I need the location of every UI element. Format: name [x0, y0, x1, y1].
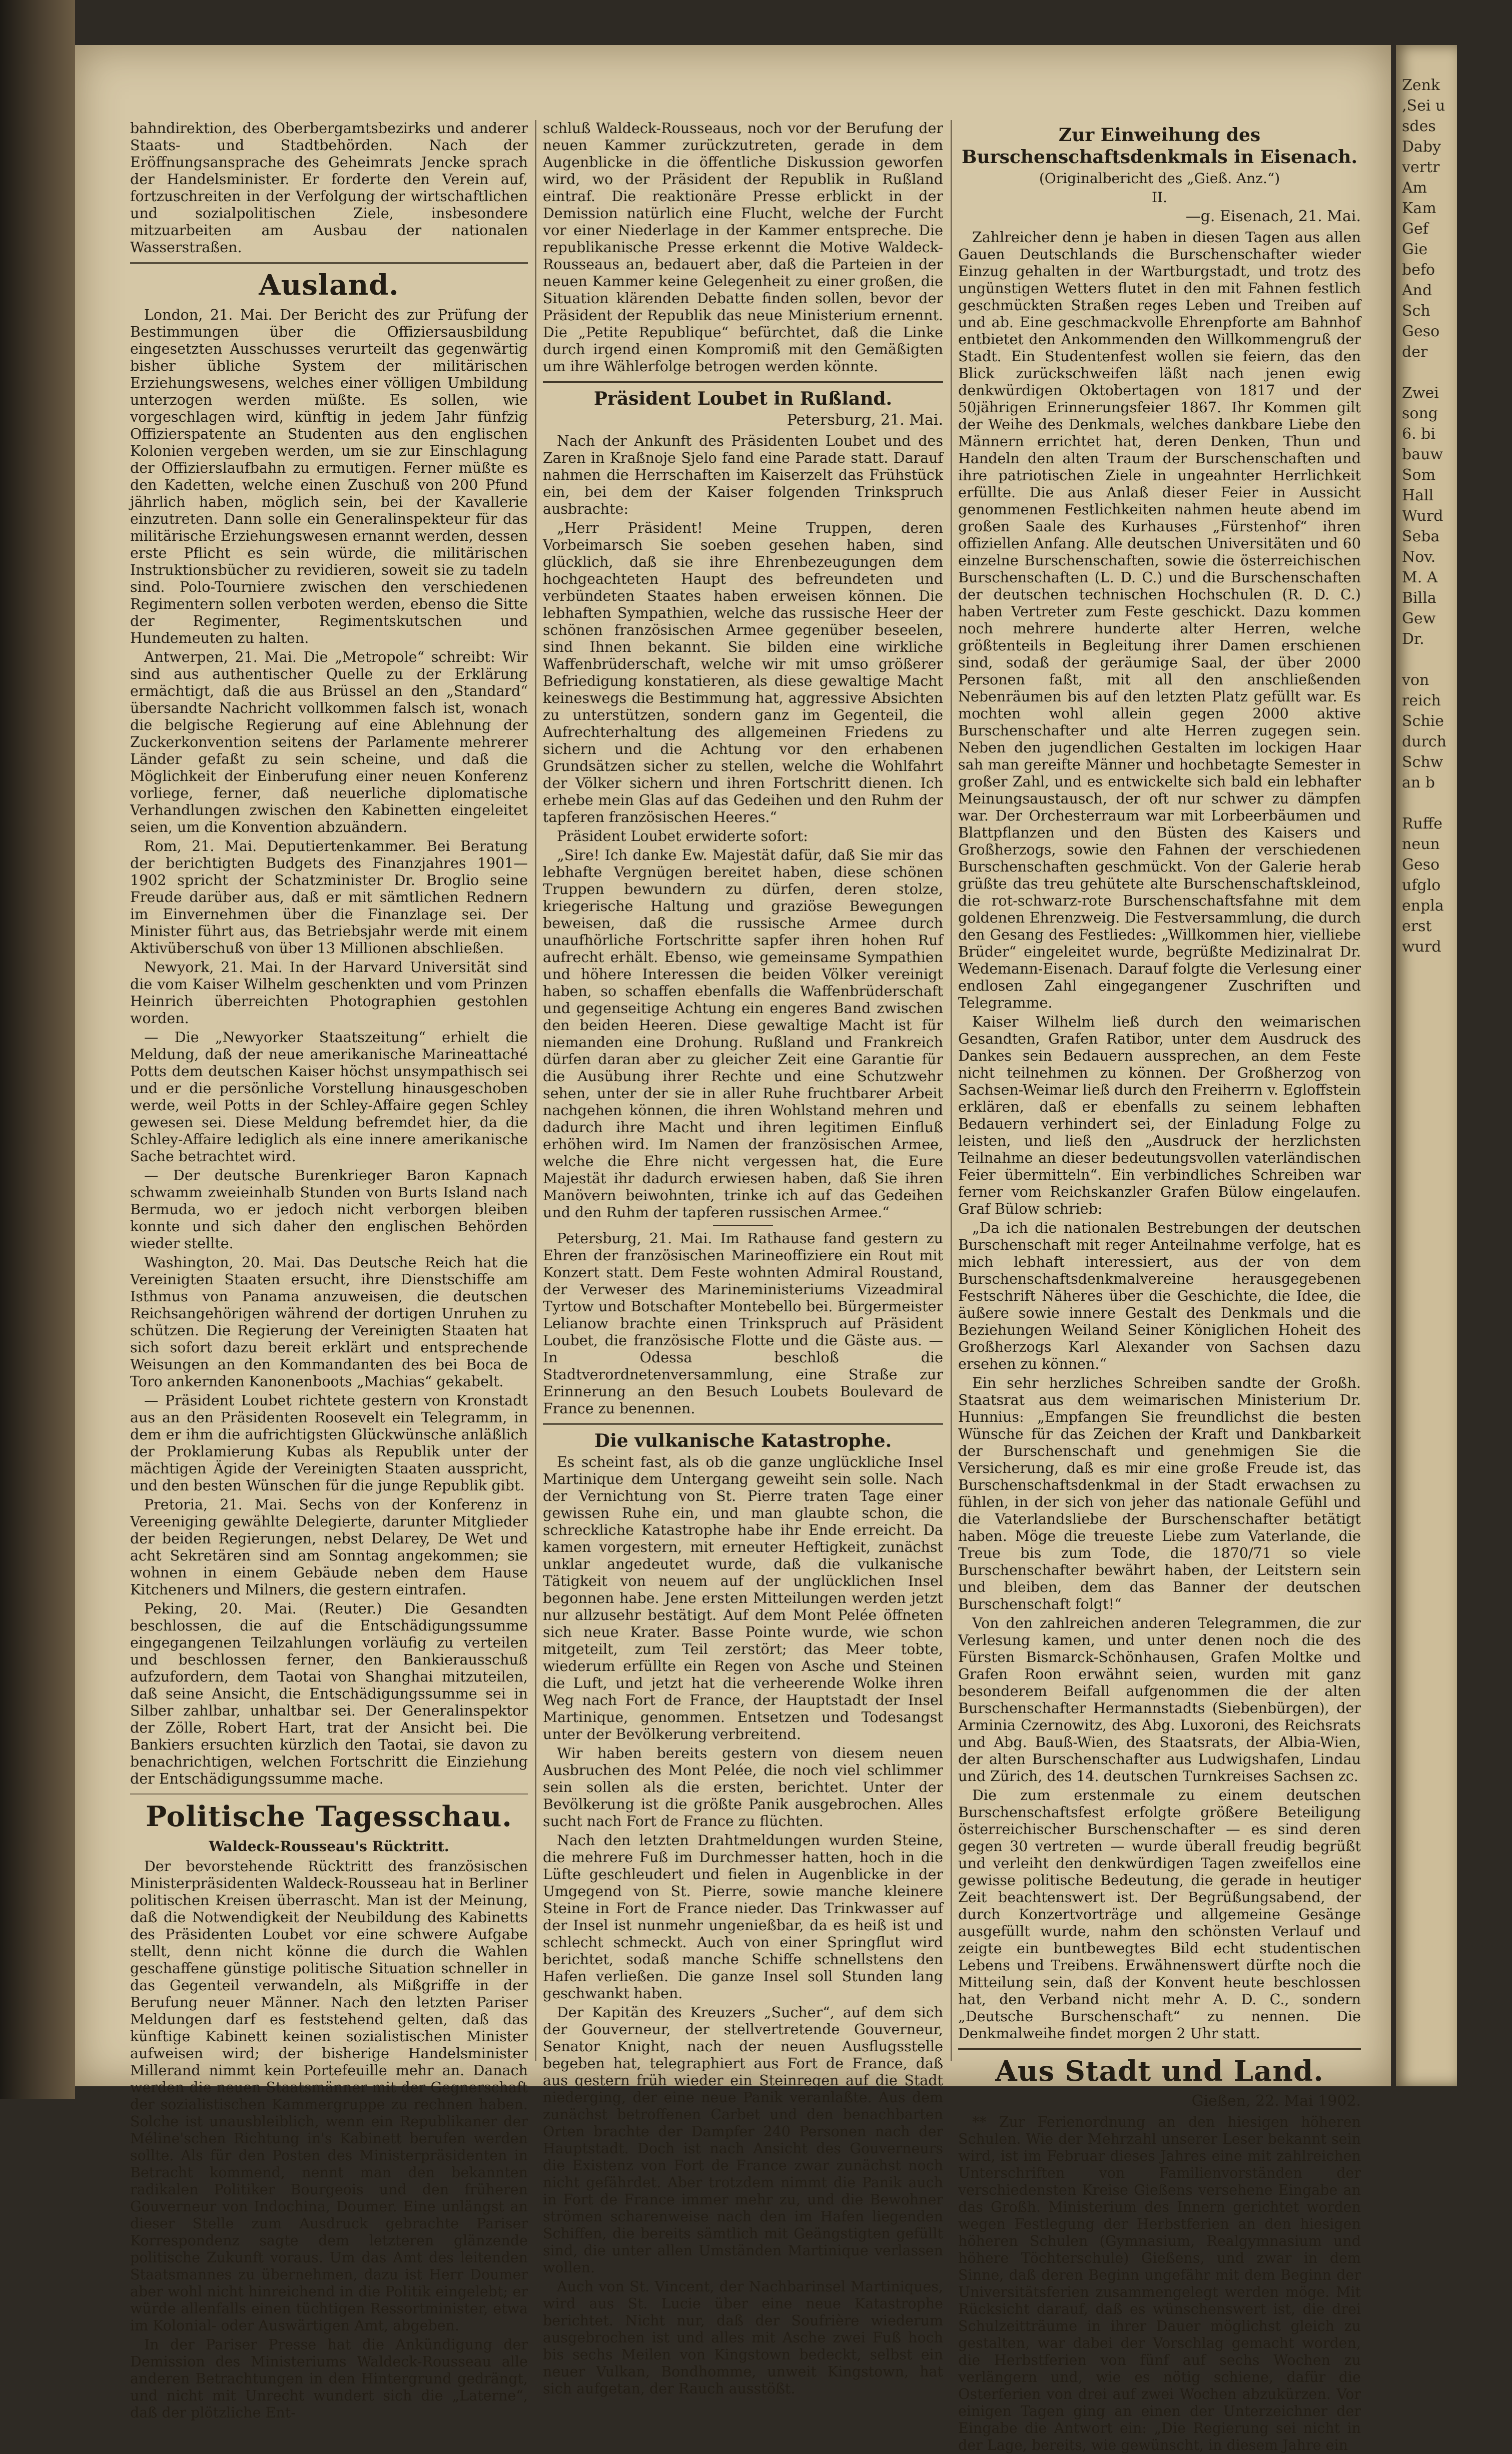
article-title-waldeck: Waldeck-Rousseau's Rücktritt. [209, 1838, 449, 1855]
divider [713, 1225, 773, 1226]
article-vulkan-p4: Der Kapitän des Kreuzers „Sucher“, auf dem sich der Gouverneur, der stellvertretende Gouverneur, Senator Knight, nach der neuen Ausflugsstelle begeben hat, telegraphiert aus Fort de France, daß aus gestern früh wieder ein Steinregen auf die Stadt niederging, der eine neue Panik veranlaßte. Aus dem zunächst betroffenen Carbet und den benachbarten Orten brachte der Dampfer 240 Personen nach der Hauptstadt. Doch ist nach Ansicht des Gouverneurs die Existenz von Fort de France zwar zunächst noch nicht gefährdet. Aber trotzdem nimmt die Panik auch in Fort de France immer mehr zu, und die Bewohner strömen scharenweise nach den im Hafen liegenden Schiffen, die bereits sämtlich mit Geängstigten gefüllt sind, die unter allen Umständen Martinique verlassen wollen. [543, 2004, 943, 2276]
adjacent-page-text: Zenk ,Sei u sdes Daby vertr Am Kam Gef Gie befo And Sch Geso der Zwei song 6. bi bauw Som Hall Wurd Seba Nov. M. A Billa Gew Dr. von reich Schie durch Schw an b Ruffe neun Geso ufglo enpla erst wurd [1402, 77, 1446, 956]
column-3 [958, 120, 1361, 2453]
article-continuation: schluß Waldeck-Rousseaus, noch vor der Berufung der neuen Kammer zurückzutreten, gerade in dem Augenblicke in die öffentliche Diskussion geworfen wird, wo der Präsident der Republik in Rußland eintraf. Die reaktionäre Presse erblickt in der Demission natürlich eine Flucht, welche der Furcht vor einer Niederlage in der Kammer entspreche. Die republikanische Presse erkennt die Motive Waldeck-Rousseaus an, bedauert aber, daß die Parteien in der neuen Kammer keine Gelegenheit zu einer großen, die Situation klärenden Debatte finden sollen, bevor der Präsident der Republik das neue Ministerium ernennt. Die „Petite Republique“ befürchtet, daß die Linke durch irgend einen Kompromiß mit den Gemäßigten um ihre Wählerfolge betrogen werden könnte. [543, 120, 943, 375]
article-loubet-p4: „Sire! Ich danke Ew. Majestät dafür, daß Sie mir das lebhafte Vergnügen bereitet haben, diese schönen Truppen bewundern zu dürfen, deren stolze, kriegerische Haltung und graziöse Bewegungen beweisen, daß die russische Armee durch unaufhörliche Fortschritte sapfer ihren hohen Ruf aufrecht erhält. Ebenso, wie gemeinsame Sympathien und höhere Interessen die beiden Völker vereinigt haben, so schaffen ebenfalls die Waffenbrüderschaft und gegenseitige Achtung ein engeres Band zwischen den beiden Heeren. Diese gewaltige Macht ist für niemanden eine Drohung. Rußland und Frankreich dürfen daran aber zu gleicher Zeit eine Garantie für die Ausübung ihrer Rechte und eine Schutzwehr sehen, unter der sie in aller Ruhe fruchtbarer Arbeit nachgehen können, die ihren Wohlstand mehren und dadurch ihre Macht und ihren legitimen Einfluß erhöhen wird. Im Namen der französischen Armee, welche die Ehre nicht vergessen hat, die Eure Majestät ihr dadurch erwiesen haben, daß Sie ihren Manövern beiwohnten, trinke ich auf das Gedeihen und den Ruhm der tapferen russischen Armee.“ [543, 847, 943, 1221]
article-loubet-p3: Präsident Loubet erwiderte sofort: [557, 828, 808, 845]
news-burenkrieger: — Der deutsche Burenkrieger Baron Kapnach schwamm zweieinhalb Stunden von Burts Island nach Bermuda, wo er jedoch nicht verborgen bleiben konnte und sich daher den englischen Behörden wieder stellte. [130, 1167, 528, 1252]
article-vulkan-p5: Auch von St. Vincent, der Nachbarinsel Martiniques, wird aus St. Lucie über eine neue Katastrophe berichtet. Nicht nur, daß der Soufrière wiederum ausgebrochen ist und alles mit Asche zwei Fuß hoch bis sechs Meilen von Kingstown bedeckt, selbst ein neuer Vulkan, Bondhomme, unweit Kingstown, hat sich aufgetan, der Rauch ausstößt. [543, 2278, 943, 2397]
section-divider [958, 2048, 1361, 2050]
adjacent-page-edge [1396, 45, 1457, 2086]
article-part-number: II. [1151, 189, 1168, 206]
dateline: Petersburg, 21. Mai. [787, 411, 943, 429]
newspaper-page [75, 45, 1391, 2453]
column-rule-1 [535, 120, 536, 2061]
article-burschenschaft-p4: Ein sehr herzliches Schreiben sandte der Großh. Staatsrat aus dem weimarischen Ministerium Dr. Hunnius: „Empfangen Sie freundlichst die besten Wünsche für das Zeichen der Kraft und Dankbarkeit der Burschenschaft und genehmigen Sie die Versicherung, daß es mir eine große Freude ist, das Burschenschaftsdenkmal in der Stadt erwachsen zu fühlen, in der sich von jeher das nationale Gefühl und die Vaterlandsliebe der Burschenschafter betätigt haben. Möge die treueste Liebe zum Vaterlande, die Treue bis zum Tode, die 1870/71 so viele Burschenschafter bewährt haben, der Leitstern sein und bleiben, dem das Banner der deutschen Burschenschaft folgt!“ [958, 1375, 1361, 1612]
news-washington: Washington, 20. Mai. Das Deutsche Reich hat die Vereinigten Staaten ersucht, ihre Dienstschiffe am Isthmus von Panama anzuweisen, die deutschen Reichsangehörigen während der dortigen Unruhen zu schützen. Die Regierung der Vereinigten Staaten hat sich sofort dazu bereit erklärt und entsprechende Weisungen an den Kommandanten des bei Boca de Toro ankernden Kanonenboots „Machias“ gekabelt. [130, 1254, 528, 1390]
article-loubet-p2: „Herr Präsident! Meine Truppen, deren Vorbeimarsch Sie soeben gesehen haben, sind glücklich, daß sie ihre Ehrenbezeugungen dem hochgeachteten Haupt des befreundeten und verbündeten Staates haben erweisen können. Die lebhaften Sympathien, welche das russische Heer der schönen französischen Armee gegenüber beseelen, sind Ihnen bekannt. Sie bilden eine wirkliche Waffenbrüderschaft, welche wir mit umso größerer Befriedigung konstatieren, als diese gewaltige Macht keineswegs die Bestimmung hat, aggressive Absichten zu unterstützen, sondern ganz im Gegenteil, die Aufrechterhaltung des allgemeinen Friedens zu sichern und die Achtung vor den erhabenen Grundsätzen sicher zu stellen, welche die Wohlfahrt der Völker sichern und ihren Fortschritt dienen. Ich erhebe mein Glas auf das Gedeihen und den Ruhm der tapferen französischen Heeres.“ [543, 520, 943, 826]
news-pretoria: Pretoria, 21. Mai. Sechs von der Konferenz in Vereeniging gewählte Delegierte, darunter Mitglieder der beiden Regierungen, nebst Delarey, De Wet und acht Sekretären sind am Sonntag angekommen; sie wohnen in einem Gebäude neben dem Hause Kitcheners und Milners, die gestern eintrafen. [130, 1496, 528, 1598]
article-vulkan-p3: Nach den letzten Drahtmeldungen wurden Steine, die mehrere Fuß im Durchmesser hatten, hoch in die Lüfte geschleudert und fielen in Augenblicke in der Umgegend von St. Pierre, sowie manche kleinere Steine in Fort de France nieder. Das Trinkwasser auf der Insel ist nunmehr ungenießbar, da es heiß ist und schlecht schmeckt. Auch von einer Springflut wird berichtet, sodaß manche Schiffe schnellstens den Hafen verließen. Die ganze Insel soll Stunden lang geschwankt haben. [543, 1832, 943, 2002]
news-peking: Peking, 20. Mai. (Reuter.) Die Gesandten beschlossen, die auf die Entschädigungssumme eingegangenen Teilzahlungen vorläufig zu verteilen und beschlossen ferner, den Bankierausschuß aufzufordern, dem Taotai von Shanghai mitzuteilen, daß seine Ansicht, die Entschädigungssumme sei in Silber zahlbar, unhaltbar sei. Der Generalinspektor der Zölle, Robert Hart, trat der Ansicht bei. Die Bankiers ersuchten kürzlich den Taotai, sie davon zu benachrichtigen, welchen Fortschritt die Einziehung der Entschädigungssumme mache. [130, 1600, 528, 1787]
section-title-stadt-und-land: Aus Stadt und Land. [995, 2055, 1324, 2088]
article-burschenschaft-p6: Die zum erstenmale zu einem deutschen Burschenschaftsfest erfolgte größere Beteiligung österreichischer Burschenschafter — es sind deren gegen 30 vertreten — wurde überall freudig begrüßt und verleiht den denkwürdigen Tagen zweifellos eine gewisse politische Bedeutung, die gerade in heutiger Zeit beachtenswert ist. Der Begrüßungsabend, der durch Konzertvorträge und allgemeine Gesänge ausgefüllt wurde, nahm den schönsten Verlauf und zeigte ein buntbewegtes Bild echt studentischen Lebens und Treibens. Erwähnenswert dürfte noch die Mitteilung sein, daß der Konvent heute beschlossen hat, den Verband nicht mehr A. D. C., sondern „Deutsche Burschenschaft“ zu nennen. Die Denkmalweihe findet morgen 2 Uhr statt. [958, 1787, 1361, 2042]
news-staatszeitung: — Die „Newyorker Staatszeitung“ erhielt die Meldung, daß der neue amerikanische Marineattaché Potts dem deutschen Kaiser höchst unsympathisch sei und er die persönliche Vorstellung hinausgeschoben werde, weil Potts in der Schley-Affaire gegen Schley gewesen sei. Diese Meldung befremdet hier, da die Schley-Affaire lediglich als eine innere amerikanische Sache betrachtet wird. [130, 1029, 528, 1165]
article-title-loubet: Präsident Loubet in Rußland. [593, 388, 893, 409]
news-loubet-kronstadt: — Präsident Loubet richtete gestern von Kronstadt aus an den Präsidenten Roosevelt ein Telegramm, in dem er ihm die aufrichtigsten Glückwünsche anläßlich der Proklamierung Kubas als Republik unter der mächtigen Ägide der Vereinigten Staaten ausspricht, und den besten Wünschen für die junge Republik gibt. [130, 1392, 528, 1494]
section-title-ausland: Ausland. [259, 269, 399, 302]
section-divider [130, 262, 528, 264]
article-loubet-p5: Petersburg, 21. Mai. Im Rathause fand gestern zu Ehren der französischen Marineoffiziere ein Rout mit Konzert statt. Dem Feste wohnten Admiral Roustand, der Verweser des Marineministeriums Vizeadmiral Tyrtow und Botschafter Montebello bei. Bürgermeister Lelianow brachte einen Trinkspruch auf Präsident Loubet, die französische Flotte und die Gäste aus. — In Odessa beschloß die Stadtverordnetenversammlung, eine Straße zur Erinnerung an den Besuch Loubets Boulevard de France zu benennen. [543, 1230, 943, 1417]
article-loubet-p1: Nach der Ankunft des Präsidenten Loubet und des Zaren in Kraßnoje Sjelo fand eine Parade statt. Darauf nahmen die Herrschaften im Kaiserzelt das Frühstück ein, bei dem der Kaiser folgenden Trinkspruch ausbrachte: [543, 433, 943, 517]
news-rom: Rom, 21. Mai. Deputiertenkammer. Bei Beratung der berichtigten Budgets des Finanzjahres 1901—1902 spricht der Schatzminister Dr. Broglio seine Freude darüber aus, daß er mit sämtlichen Rednern im Einvernehmen über die Finanzlage sei. Der Minister führt aus, das Betriebsjahr werde mit einem Aktivüberschuß von über 13 Millionen abschließen. [130, 838, 528, 957]
dateline: —g. Eisenach, 21. Mai. [1185, 208, 1361, 225]
section-title-politische: Politische Tagesschau. [146, 1800, 512, 1833]
article-burschenschaft-p5: Von den zahlreichen anderen Telegrammen, die zur Verlesung kamen, und unter denen noch die des Fürsten Bismarck-Schönhausen, Grafen Moltke und Grafen Roon erwähnt seien, wurden mit ganz besonderem Beifall aufgenommen die der alten Burschenschafter Hermannstadts (Siebenbürgen), der Arminia Czernowitz, des Abg. Luxoroni, des Reichsrats und Abg. Bauß-Wien, des Staatsrats, der Albia-Wien, der alten Burschenschafter aus Ludwigshafen, Lindau und Zürich, des 14. deutschen Turnkreises Sachsen zc. [958, 1615, 1361, 1785]
column-rule-2 [951, 120, 952, 2061]
article-title-burschenschaft: Zur Einweihung des Burschenschaftsdenkmals in Eisenach. [962, 125, 1357, 168]
book-binding [0, 0, 75, 2099]
article-burschenschaft-p1: Zahlreicher denn je haben in diesen Tagen aus allen Gauen Deutschlands die Burschenschafter wieder Einzug gehalten in der Wartburgstadt, und trotz des ungünstigen Wetters flutet in den mit Fahnen festlich geschmückten Straßen reges Leben und Treiben auf und ab. Eine geschmackvolle Ehrenpforte am Bahnhof entbietet den Ankommenden den Willkommengruß der Stadt. Ein Studentenfest wollen sie feiern, das den Blick zurückschweifen läßt nach jenen ewig denkwürdigen Oktobertagen von 1817 und der 50jährigen Erinnerungsfeier 1867. Ihr Kommen gilt der Weihe des Denkmals, welches dankbare Liebe den Männern errichtet hat, deren Denken, Thun und Handeln den alten Traum der Burschenschaften und ihre patriotischen Ziele in ungeahnter Herrlichkeit erfüllte. Die aus Anlaß dieser Feier in Aussicht genommenen Festlichkeiten nahmen heute abend im großen Saale des Kurhauses „Fürstenhof“ ihren offiziellen Anfang. Alle deutschen Universitäten und 60 einzelne Burschenschaften, sowie die österreichischen Burschenschaften (L. D. C.) und die Burschenschaften der deutschen technischen Hochschulen (R. D. C.) haben Vertreter zum Feste geschickt. Dazu kommen noch mehrere hunderte alter Herren, welche größtenteils in Begleitung ihrer Damen erschienen sind, sodaß der geräumige Saal, der über 2000 Personen faßt, mit all den anschließenden Nebenräumen bis auf den letzten Platz gefüllt war. Es mochten wohl allein gegen 2000 aktive Burschenschafter und alte Herren zugegen sein. Neben den jugendlichen Gestalten im lockigen Haar sah man gereifte Männer und hochbetagte Semester in großer Zahl, und es entwickelte sich bald ein lebhafter Meinungsaustausch, der oft nur schwer zu dämpfen war. Der Orchesterraum war mit Lorbeerbäumen und Blattpflanzen und den Büsten des Kaisers und Großherzogs, sowie den Fahnen der verschiedenen Burschenschaften geschmückt. Von der Galerie herab grüßte das treu gehütete alte Burschenschaftskleinod, die rot-schwarz-rote Burschenschaftsfahne mit dem goldenen Ehrenzweig. Die Festversammlung, die durch den Gesang des Festliedes: „Willkommen hier, vielliebe Brüder“ eingeleitet wurde, begrüßte Medizinalrat Dr. Wedemann-Eisenach. Darauf folgte die Verlesung einer endlosen Zahl eingegangener Zuschriften und Telegramme. [958, 229, 1361, 1011]
dateline: Gießen, 22. Mai 1902. [1191, 2092, 1361, 2110]
news-newyork: Newyork, 21. Mai. In der Harvard Universität sind die vom Kaiser Wilhelm geschenkten und vom Prinzen Heinrich überreichten Photographien gestohlen worden. [130, 959, 528, 1027]
article-continuation: bahndirektion, des Oberbergamtsbezirks und anderer Staats- und Stadtbehörden. Nach der Eröffnungsansprache des Geheimrats Jencke sprach der Handelsminister. Er forderte den Verein auf, fortzuschreiten in der Verfolgung der wirtschaftlichen und sozialpolitischen Ziele, insbesondere mitzuarbeiten am Ausbau der nationalen Wasserstraßen. [130, 120, 528, 256]
news-antwerpen: Antwerpen, 21. Mai. Die „Metropole“ schreibt: Wir sind aus authentischer Quelle zu der Erklärung ermächtigt, daß die aus Brüssel an den „Standard“ übersandte Nachricht vollkommen falsch ist, wonach die belgische Regierung auf eine Ablehnung der Zuckerkonvention seitens der Parlamente mehrerer Länder gefaßt zu sein scheine, und daß die Möglichkeit der Einberufung einer neuen Konferenz vorliege, ferner, daß neuerliche diplomatische Verhandlungen zwischen den Kabinetten eingeleitet seien, um die Konvention abzuändern. [130, 649, 528, 836]
article-vulkan-p2: Wir haben bereits gestern von diesem neuen Ausbruchen des Mont Pelée, die noch viel schlimmer sein sollen als die ersten, berichtet. Unter der Bevölkerung ist die größte Panik ausgebrochen. Alles sucht nach Fort de France zu flüchten. [543, 1745, 943, 1830]
section-divider [543, 1423, 943, 1425]
section-divider [130, 1794, 528, 1795]
article-title-vulkan: Die vulkanische Katastrophe. [594, 1430, 892, 1451]
column-2 [543, 120, 943, 2397]
article-burschenschaft-p3: „Da ich die nationalen Bestrebungen der deutschen Burschenschaft mit reger Anteilnahme verfolge, hat es mich lebhaft interessiert, aus der von dem Burschenschaftsdenkmalvereine herausgegebenen Festschrift Näheres über die Geschichte, die Idee, die äußere sowie innere Gestalt des Denkmals und die Beziehungen Weiland Seiner Königlichen Hoheit des Großherzogs Karl Alexander von Sachsen dazu ersehen zu können.“ [958, 1220, 1361, 1372]
section-divider [543, 381, 943, 383]
article-waldeck-p1: Der bevorstehende Rücktritt des französischen Ministerpräsidenten Waldeck-Rousseau hat in Berliner politischen Kreisen überrascht. Man ist der Meinung, daß die Notwendigkeit der Neubildung des Kabinetts des Präsidenten Loubet vor eine schwere Aufgabe stellt, denn nicht könne die durch die Wahlen geschaffene günstige politische Situation schneller in das Gegenteil verwandeln, als Mißgriffe in der Berufung neuer Männer. Nach den letzten Pariser Meldungen darf es feststehend gelten, daß das künftige Kabinett keinen sozialistischen Minister aufweisen wird; der bisherige Handelsminister Millerand nimmt kein Portefeuille mehr an. Danach werden die neuen Staatsmänner mit der Gegnerschaft der sozialistischen Kammergruppe zu rechnen haben. Solche ist unausbleiblich, wenn ein Republikaner der Méline'schen Richtung in's Kabinett berufen werden sollte. Als für den Posten des Ministerpräsidenten in Betracht kommend, nennt man den bekannten radikalen Politiker Bourgeois und den früheren Gouverneur von Indochina, Doumer. Eine unlängst an dieser Stelle zum Ausdruck gebrachte Pariser Korrespondenz sagte dem letzteren glänzende politische Zukunft voraus. Um das Amt des leitenden Staatsmannes zu übernehmen, dazu ist Herr Doumer aber wohl nicht hinreichend in die Politik eingelebt; er würde allenfalls einen tüchtigen Ressortminister, etwa im Kolonial- oder Auswärtigen Amt, abgeben. [130, 1858, 528, 2334]
article-source: (Originalbericht des „Gieß. Anz.“) [1039, 170, 1280, 187]
article-burschenschaft-p2: Kaiser Wilhelm ließ durch den weimarischen Gesandten, Grafen Ratibor, unter dem Ausdruck des Dankes sein Bedauern aussprechen, an dem Feste nicht teilnehmen zu können. Der Großherzog von Sachsen-Weimar ließ durch den Freiherrn v. Egloffstein erklären, daß er ebenfalls zu seinem lebhaften Bedauern verhindert sei, der Einladung Folge zu leisten, und ließ den „Ausdruck der herzlichsten Teilnahme an dieser bedeutungsvollen vaterländischen Feier übermitteln“. Ein verbindliches Schreiben war ferner vom Reichskanzler Grafen Bülow eingelaufen. Graf Bülow schrieb: [958, 1014, 1361, 1217]
news-ferienordnung: ** Zur Ferienordnung an den hiesigen höheren Schulen. Wie der Mehrzahl unserer Leser bekannt sein wird, ist im Februar dieses Jahres eine mit zahlreichen Unterschriften von Familienvorständen der verschiedensten Kreise Gießens versehene Eingabe an das Großh. Ministerium des Innern gerichtet worden wegen Festlegung der Herbstferien an den hiesigen höheren Schulen (Gymnasium, Realgymnasium und höhere Töchterschule) Gießens, und zwar in dem Sinne, daß deren Beginn ungefähr mit dem Beginn der Universitätsferien zusammengelegt werden möge. Mit Rücksicht darauf, daß es wünschenswert ist, die drei Schulzeitträume in ihrer Dauer möglichst gleich zu gestalten, war dabei der Vorschlag gemacht worden, die Herbstferien von fünf auf sechs Wochen zu verlängern und, wie es nötig schiene, dafür die Osterferien von drei auf zwei Wochen abzukürzen. Vor einigen Tagen ging an einen der Unterzeichner der Eingabe die Antwort ein: „Die Regierung sei nicht in der Lage, bereits, wie gewünscht, in diesem Jahre ein [958, 2114, 1361, 2453]
article-waldeck-p2: In der Pariser Presse hat die Ankündigung der Demission des Ministeriums Waldeck-Rousseau alle anderen Betrachtungen in den Hintergrund gedrängt, und nicht mit Unrecht wundert sich die „Laterne“, daß der plötzliche Ent- [130, 2336, 528, 2421]
news-london: London, 21. Mai. Der Bericht des zur Prüfung der Bestimmungen über die Offiziersausbildung eingesetzten Ausschusses verurteilt das gegenwärtig bisher übliche System der militärischen Erziehungswesens, welches einer völligen Umbildung unterzogen werden müßte. Es sollen, wie vorgeschlagen wird, künftig in jedem Jahr fünfzig Offizierspatente an Studenten aus den englischen Kolonien vergeben werden, um sie zur Einschlagung der Offizierslaufbahn zu ermutigen. Ferner müßte es den Kadetten, welche einen Zuschuß von 200 Pfund jährlich haben, möglich sein, bei der Kavallerie einzutreten. Dann solle ein Generalinspekteur für das militärische Erziehungswesen ernannt werden, dessen erste Pflicht es sein würde, die militärischen Instruktionsbücher zu revidieren, soweit sie zu tadeln sind. Polo-Tourniere zwischen den verschiedenen Regimentern sollen verboten werden, ebenso die Sitte der Regimenter, Regimentskutschen und Hundemeuten zu halten. [130, 307, 528, 646]
column-1 [130, 120, 528, 2421]
article-vulkan-p1: Es scheint fast, als ob die ganze unglückliche Insel Martinique dem Untergang geweiht sein solle. Nach der Vernichtung von St. Pierre traten Tage einer gewissen Ruhe ein, und man glaubte schon, die schreckliche Katastrophe habe ihr Ende erreicht. Da kamen vorgestern, mit erneuter Heftigkeit, zunächst unklar angedeutet wurde, daß die vulkanische Tätigkeit von neuem auf der unglücklichen Insel begonnen habe. Jene ersten Mitteilungen werden jetzt nur allzusehr bestätigt. Auf dem Mont Pelée öffneten sich neue Krater. Basse Pointe wurde, wie schon mitgeteilt, zum Teil zerstört; das Meer tobte, wiederum erfüllte ein Regen von Asche und Steinen die Luft, und jetzt hat die verheerende Wolke ihren Weg nach Fort de France, der Hauptstadt der Insel Martinique, genommen. Entsetzen und Todesangst unter der Bevölkerung verbreitend. [543, 1454, 943, 1743]
